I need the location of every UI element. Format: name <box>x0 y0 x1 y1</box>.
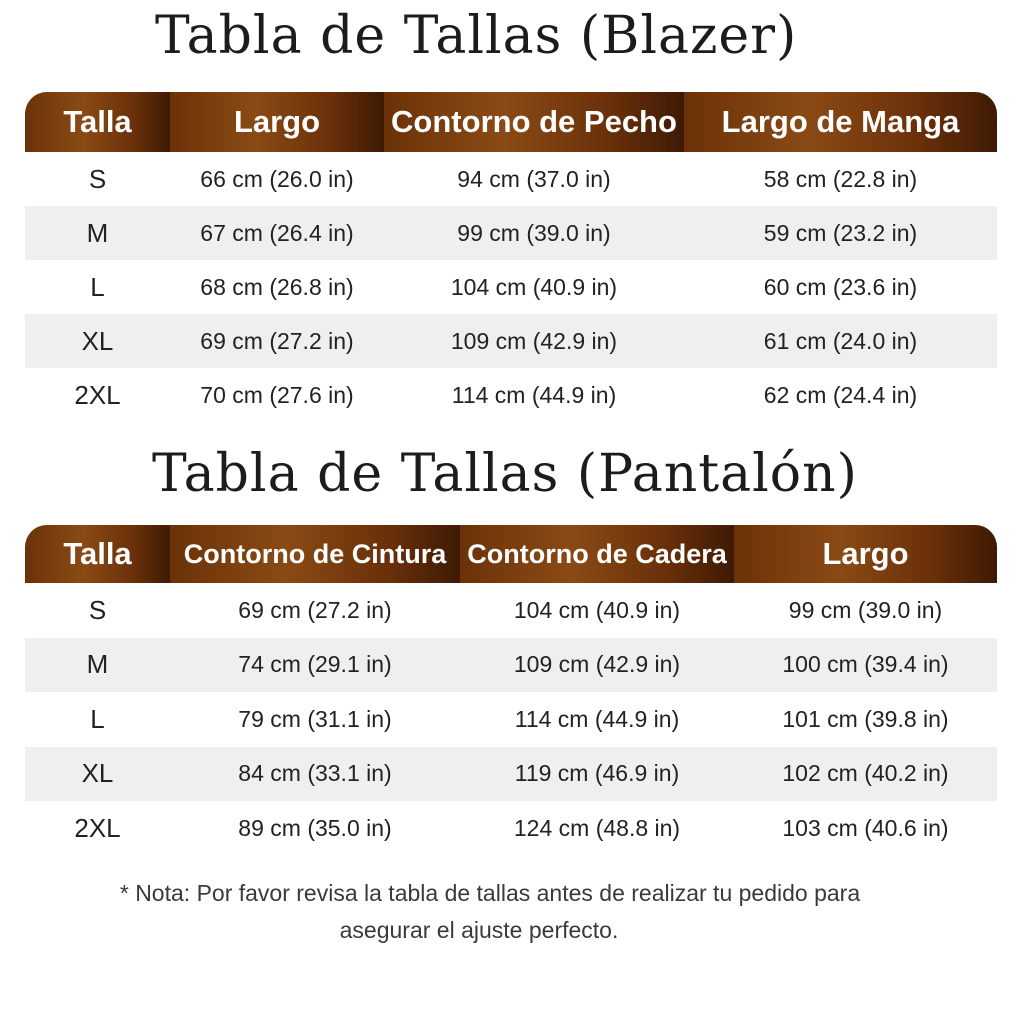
size-cell: 2XL <box>74 812 121 843</box>
table-header-row <box>25 525 997 583</box>
table-cell: 66 cm (26.0 in) <box>200 165 354 192</box>
table-cell: 124 cm (48.8 in) <box>513 814 681 841</box>
size-cell: L <box>90 703 105 734</box>
table-cell: 61 cm (24.0 in) <box>684 314 997 368</box>
column-header: Largo <box>170 92 384 152</box>
table-cell: 100 cm (39.4 in) <box>734 638 997 693</box>
table-row <box>25 206 997 260</box>
table-cell: 101 cm (39.8 in) <box>782 705 949 732</box>
table-cell: 58 cm (22.8 in) <box>763 165 918 192</box>
table-cell: 99 cm (39.0 in) <box>384 206 684 260</box>
note-line: asegurar el ajuste perfecto. <box>339 917 619 943</box>
table-row <box>25 692 997 747</box>
column-header: Contorno de Pecho <box>384 92 684 152</box>
table-cell: 84 cm (33.1 in) <box>170 747 460 802</box>
size-cell: S <box>88 594 107 625</box>
table-row <box>25 368 997 422</box>
table-cell: 62 cm (24.4 in) <box>763 381 918 408</box>
column-header: Talla <box>25 525 170 583</box>
table-cell: 103 cm (40.6 in) <box>782 814 949 841</box>
table-cell: 69 cm (27.2 in) <box>170 314 384 368</box>
table-cell: 109 cm (42.9 in) <box>460 638 734 693</box>
table-cell: 114 cm (44.9 in) <box>451 381 617 408</box>
table-row <box>25 260 997 314</box>
column-header: Largo de Manga <box>684 92 997 152</box>
table-cell: 67 cm (26.4 in) <box>170 206 384 260</box>
size-cell: XL <box>25 747 170 802</box>
table-cell: 68 cm (26.8 in) <box>200 273 354 300</box>
size-cell: M <box>25 206 170 260</box>
table-row <box>25 747 997 802</box>
pantalon-title: Tabla de Tallas (Pantalón) <box>152 444 858 504</box>
table-cell: 114 cm (44.9 in) <box>514 705 680 732</box>
table-cell: 69 cm (27.2 in) <box>238 596 392 623</box>
table-cell: 104 cm (40.9 in) <box>450 273 618 300</box>
column-header: Contorno de Cintura <box>170 525 460 583</box>
table-row <box>25 638 997 693</box>
table-row <box>25 801 997 856</box>
pantalon-size-table <box>25 525 997 856</box>
table-cell: 74 cm (29.1 in) <box>170 638 460 693</box>
table-cell: 79 cm (31.1 in) <box>238 705 392 732</box>
table-cell: 102 cm (40.2 in) <box>734 747 997 802</box>
table-cell: 119 cm (46.9 in) <box>460 747 734 802</box>
size-cell: L <box>90 271 105 302</box>
table-cell: 89 cm (35.0 in) <box>238 814 392 841</box>
size-cell: XL <box>25 314 170 368</box>
size-cell: 2XL <box>74 379 121 410</box>
blazer-size-table <box>25 92 997 422</box>
table-cell: 109 cm (42.9 in) <box>384 314 684 368</box>
size-note <box>0 875 1024 949</box>
table-header-row <box>25 92 997 152</box>
table-row <box>25 583 997 638</box>
table-cell: 94 cm (37.0 in) <box>457 165 611 192</box>
column-header: Talla <box>25 92 170 152</box>
column-header: Contorno de Cadera <box>460 525 734 583</box>
table-cell: 59 cm (23.2 in) <box>684 206 997 260</box>
column-header: Largo <box>734 525 997 583</box>
table-row <box>25 314 997 368</box>
size-cell: S <box>88 163 107 194</box>
table-cell: 104 cm (40.9 in) <box>513 596 681 623</box>
table-row <box>25 152 997 206</box>
table-cell: 70 cm (27.6 in) <box>200 381 354 408</box>
table-cell: 60 cm (23.6 in) <box>763 273 918 300</box>
size-cell: M <box>25 638 170 693</box>
table-cell: 99 cm (39.0 in) <box>788 596 943 623</box>
blazer-title: Tabla de Tallas (Blazer) <box>155 6 798 66</box>
note-line: * Nota: Por favor revisa la tabla de tallas antes de realizar tu pedido para <box>119 880 861 906</box>
